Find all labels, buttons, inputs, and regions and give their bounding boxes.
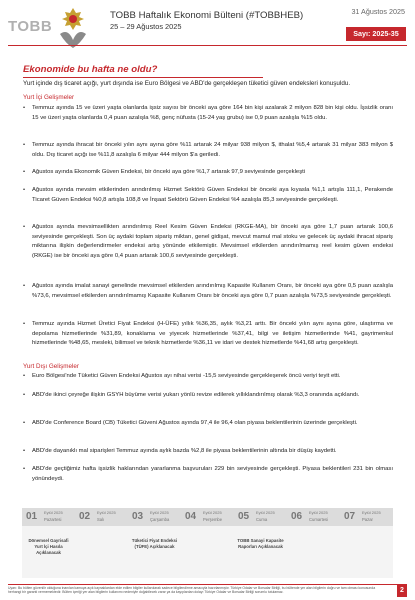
calendar-day-number: 06	[291, 511, 303, 522]
calendar-month: Eylül 2025	[44, 510, 63, 515]
calendar-weekday: Çarşamba	[150, 517, 170, 522]
domestic-item: • Ağustos ayında mevsim etkilerinden arındırılmış Hizmet Sektörü Güven Endeksi bir önceki aya kıyasla %1,1 artışla 111,1, Perakende Ticaret Güven Endeksi %0,8 artışla 108,8 ve İnşaat Sektörü Güven Endeksi %4 azalışla 85,3 seviyesinde gerçekleşti.	[23, 186, 393, 205]
calendar-weekday: Pazartesi	[44, 517, 62, 522]
calendar-day-number: 04	[185, 511, 197, 522]
disclaimer-text: Uyarı: Bu bülten güvenilir olduğuna inanılan kamuya açık kaynaklardan elde edilen bilgiler kullanılarak sadece bilgilendirme amacıyla hazırlanmıştır. Türkiye Odalar ve Borsalar Birliği, bu bültende yer alan bilgilerin doğru ve tam olması konusunda herhangi bir garanti vermemektedir. Bülten içeriği yer alan bilgilerin kullanımı nedeniyle doğabilecek zarar ya da kayıplardan dolayı Türkiye Odalar ve Borsalar Birliği sorumlu tutulamaz.	[8, 586, 376, 595]
calendar-weekday: Cuma	[256, 517, 268, 522]
calendar-day-number: 05	[238, 511, 250, 522]
calendar-month: Eylül 2025	[256, 510, 275, 515]
calendar-day-number: 07	[344, 511, 356, 522]
calendar-weekday: Pazar	[362, 517, 373, 522]
calendar-weekday: Salı	[97, 517, 105, 522]
domestic-heading: Yurt İçi Gelişmeler	[23, 94, 75, 101]
calendar-month: Eylül 2025	[203, 510, 222, 515]
calendar-month: Eylül 2025	[150, 510, 169, 515]
calendar-day	[287, 508, 340, 578]
domestic-item: • Temmuz ayında Hizmet Üretici Fiyat Endeksi (H-ÜFE) yıllık %36,35, aylık %3,21 arttı. Bir önceki yılın aynı ayına göre, ulaştırma ve depolama hizmetlerinde %31,89, konaklama ve yiyecek hizmetlerinde %37,41, bilgi ve iletişim hizmetlerinde %41, gayrimenkul hizmetlerinde %48,65, mesleki, bilimsel ve teknik hizmetlerde %36,11 ve idari ve destek hizmetlerde %41,68 artış gerçekleşti.	[23, 320, 393, 349]
foreign-item: • ABD'de Conference Board (CB) Tüketici Güveni Ağustos ayında 97,4 ile 96,4 olan piyasa beklentilerinin üzerinde gerçekleşti.	[23, 419, 393, 429]
heading-divider	[23, 77, 263, 78]
section-heading: Ekonomide bu hafta ne oldu?	[23, 64, 158, 75]
calendar-day	[234, 508, 287, 578]
calendar-month: Eylül 2025	[362, 510, 381, 515]
domestic-item: • Ağustos ayında mevsimsellikten arındırılmış Reel Kesim Güven Endeksi (RKGE-MA), bir önceki aya göre 1,7 puan artarak 100,6 seviyesinde gerçekleşti. Son üç aydaki toplam sipariş miktarı, genel gidişat, mevcut mamul mal stoku ve gelecek üç aydaki ihracat sipariş miktarına ilişkin değerlendirmeler endeksi artış yönünde etkilemiştir. Mevsimsel etkilerden arındırılmamış reel kesim güven endeksi (RKGE) ise bir önceki aya göre 0,4 puan artarak 100,6 seviyesinde gerçekleşti.	[23, 223, 393, 261]
calendar-event: Tüketici Fiyat Endeksi (TÜFE) Açıklanacak	[131, 538, 178, 549]
domestic-item: • Temmuz ayında ihracat bir önceki yılın aynı ayına göre %11 artarak 24 milyar 938 milyon $, ithalat %5,4 artarak 31 milyar 383 milyon $ oldu. Dış ticaret açığı ise %11,8 azalışla 6 milyar 444 milyon $'a geriledi.	[23, 141, 393, 160]
foreign-heading: Yurt Dışı Gelişmeler	[23, 363, 79, 370]
foreign-item: • Euro Bölgesi'nde Tüketici Güven Endeksi Ağustos ayı nihai verisi -15,5 seviyesinde gerçekleşerek öncü veriyi teyit etti.	[23, 372, 393, 382]
calendar-month: Eylül 2025	[97, 510, 116, 515]
foreign-item: • ABD'de dayanıklı mal siparişleri Temmuz ayında aylık bazda %2,8 ile piyasa beklentilerinin altında bir düşüş kaydetti.	[23, 447, 393, 457]
calendar-event: Dönemsel Gayrisafi Yurt İçi Hasıla Açıklanacak	[28, 538, 69, 555]
domestic-item: • Ağustos ayında imalat sanayi genelinde mevsimsel etkilerden arındırılmış Kapasite Kullanım Oranı, bir önceki aya göre 0,5 puan azalışla %73,6, mevsimsel etkilerden arındırılmamış Kapasite Kullanım Oranı bir önceki aya göre 0,7 puan azalışla %73,5 seviyesinde gerçekleşti.	[23, 282, 393, 301]
header	[0, 0, 415, 60]
header-divider	[8, 45, 407, 46]
calendar-weekday: Perşembe	[203, 517, 223, 522]
bulletin-title: TOBB Haftalık Ekonomi Bülteni (#TOBBHEB)	[110, 10, 304, 21]
calendar-day	[181, 508, 234, 578]
page-number: 2	[397, 585, 407, 597]
calendar-month: Eylül 2025	[309, 510, 328, 515]
calendar-day	[128, 508, 181, 578]
foreign-item: • ABD'de ikinci çeyreğe ilişkin GSYH büyüme verisi yukarı yönlü revize edilerek yıllıklandırılmış olarak %3,3 oranında açıklandı.	[23, 391, 393, 401]
weekly-calendar	[22, 508, 393, 578]
domestic-item: • Temmuz ayında 15 ve üzeri yaşta olanlarda işsiz sayısı bir önceki aya göre 164 bin kişi azalarak 2 milyon 828 bin kişi oldu. İşsizlik oranı 15 ve üzeri yaşta olanlarda 0,4 puan azalışla %8, genç nüfusta (15-24 yaş grubu) ise 0,9 puan azalışla %15 oldu.	[23, 104, 393, 123]
issue-badge: Sayı: 2025-35	[346, 27, 406, 41]
publish-date: 31 Ağustos 2025	[351, 7, 405, 16]
footer-divider	[8, 584, 407, 585]
calendar-day-number: 03	[132, 511, 144, 522]
tobb-emblem-icon	[56, 4, 90, 50]
calendar-weekday: Cumartesi	[309, 517, 329, 522]
foreign-item: • ABD'de geçtiğimiz hafta işsizlik haklarından yararlanma başvuruları 229 bin seviyesinde gerçekleşti. Piyasa beklentileri 231 bin olması yönündeydi.	[23, 465, 393, 484]
calendar-day	[340, 508, 393, 578]
bulletin-date-range: 25 – 29 Ağustos 2025	[110, 22, 182, 31]
domestic-item: • Ağustos ayında Ekonomik Güven Endeksi, bir önceki aya göre %1,7 artarak 97,9 seviyesinde gerçekleşti	[23, 168, 393, 178]
calendar-day-number: 01	[26, 511, 38, 522]
calendar-day	[22, 508, 75, 578]
calendar-day	[75, 508, 128, 578]
intro-text: Yurt içinde dış ticaret açığı, yurt dışında ise Euro Bölgesi ve ABD'de gerçekleşen tüketici güven endeksleri konuşuldu.	[23, 80, 351, 87]
tobb-logo: TOBB	[8, 18, 53, 35]
calendar-day-number: 02	[79, 511, 91, 522]
calendar-event: TOBB Sanayi Kapasite Raporları Açıklanacak	[237, 538, 284, 549]
